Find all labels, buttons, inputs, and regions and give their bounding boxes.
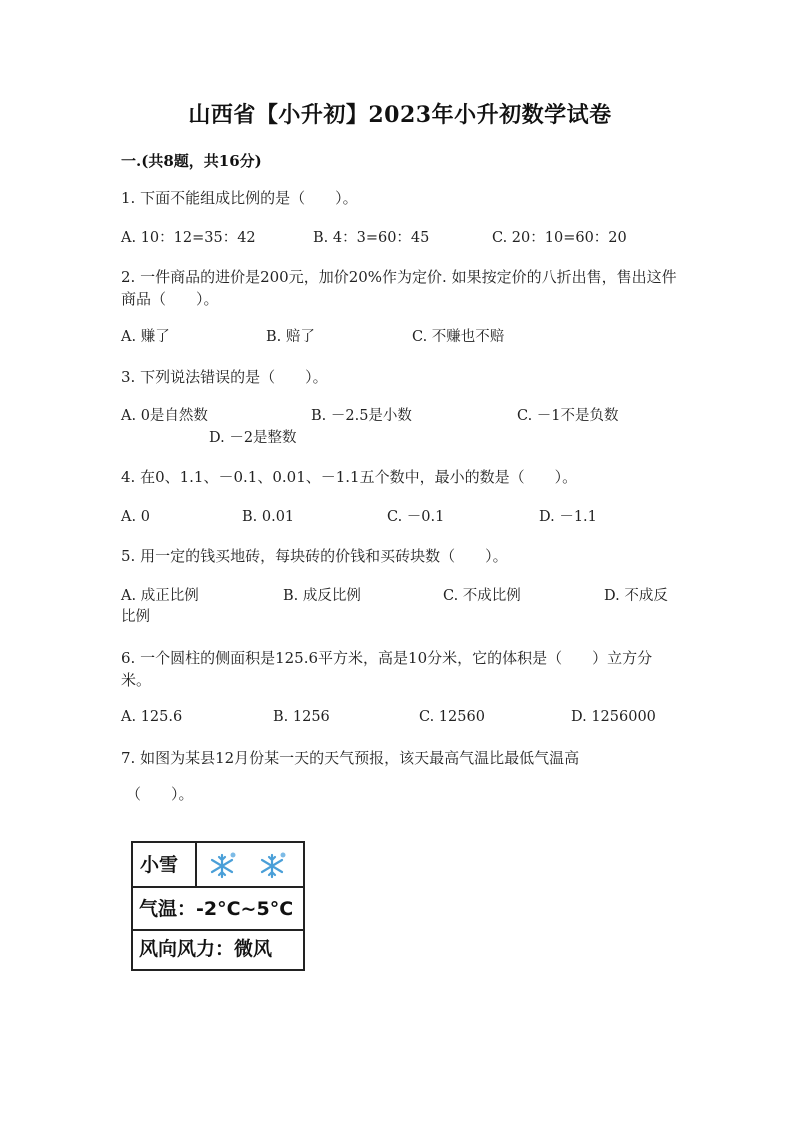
question-4-option-c: C. －0.1 bbox=[387, 509, 445, 525]
weather-wind-text: 风向风力：微风 bbox=[139, 938, 273, 960]
question-2-option-c: C. 不赚也不赔 bbox=[412, 329, 505, 345]
question-4-option-a: A. 0 bbox=[121, 509, 150, 525]
question-7-answer-blank: （ ）。 bbox=[126, 785, 194, 803]
question-3-option-b: B. －2.5是小数 bbox=[311, 408, 412, 424]
question-5-option-c: C. 不成比例 bbox=[443, 588, 521, 604]
question-2-option-a: A. 赚了 bbox=[121, 329, 170, 345]
question-5-option-a: A. 成正比例 bbox=[121, 588, 199, 604]
question-7-stem: 7. 如图为某县12月份某一天的天气预报，该天最高气温比最低气温高 bbox=[121, 749, 580, 767]
weather-condition-cell bbox=[133, 843, 197, 886]
snowflake-icon bbox=[205, 850, 239, 882]
question-5-stem: 5. 用一定的钱买地砖，每块砖的价钱和买砖块数（ ）。 bbox=[121, 547, 508, 565]
question-4-option-d: D. －1.1 bbox=[539, 509, 597, 525]
weather-condition-text: 小雪 bbox=[140, 854, 179, 876]
question-6-option-a: A. 125.6 bbox=[121, 709, 183, 725]
question-4-stem: 4. 在0、1.1、－0.1、0.01、－1.1五个数中，最小的数是（ ）。 bbox=[121, 468, 578, 486]
question-3-stem: 3. 下列说法错误的是（ ）。 bbox=[121, 368, 328, 386]
question-2-option-b: B. 赔了 bbox=[266, 329, 315, 345]
weather-temperature-row bbox=[133, 888, 303, 931]
question-3-option-c: C. －1不是负数 bbox=[517, 408, 619, 424]
question-1-option-c: C. 20：10=60：20 bbox=[492, 230, 627, 246]
question-6-option-c: C. 12560 bbox=[419, 709, 485, 725]
question-6-option-d: D. 1256000 bbox=[571, 709, 656, 725]
question-6-option-b: B. 1256 bbox=[273, 709, 330, 725]
weather-forecast-figure bbox=[131, 841, 305, 971]
question-1-option-a: A. 10：12=35：42 bbox=[121, 230, 256, 246]
question-6-stem: 6. 一个圆柱的侧面积是125.6平方米，高是10分米，它的体积是（ ）立方分米。 bbox=[121, 649, 653, 689]
weather-wind-row bbox=[133, 931, 303, 969]
page-title: 山西省【小升初】2023年小升初数学试卷 bbox=[188, 102, 612, 128]
section-heading: 一.(共8题，共16分) bbox=[121, 152, 262, 170]
question-4-option-b: B. 0.01 bbox=[242, 509, 295, 525]
question-3-option-d: D. －2是整数 bbox=[209, 430, 297, 446]
question-1-option-b: B. 4：3=60：45 bbox=[313, 230, 430, 246]
question-3-option-a: A. 0是自然数 bbox=[121, 408, 208, 424]
question-1-stem: 1. 下面不能组成比例的是（ ）。 bbox=[121, 189, 358, 207]
question-2-stem: 2. 一件商品的进价是200元，加价20%作为定价. 如果按定价的八折出售，售出这件商品（ ）。 bbox=[121, 268, 677, 308]
weather-condition-row bbox=[133, 843, 303, 888]
snowflake-icon bbox=[255, 850, 289, 882]
question-5-option-d: D. 不成反 bbox=[604, 588, 668, 604]
question-5-option-d-cont: 比例 bbox=[121, 609, 150, 625]
question-5-option-b: B. 成反比例 bbox=[283, 588, 361, 604]
weather-temperature-text: 气温：-2°C~5°C bbox=[139, 898, 294, 920]
